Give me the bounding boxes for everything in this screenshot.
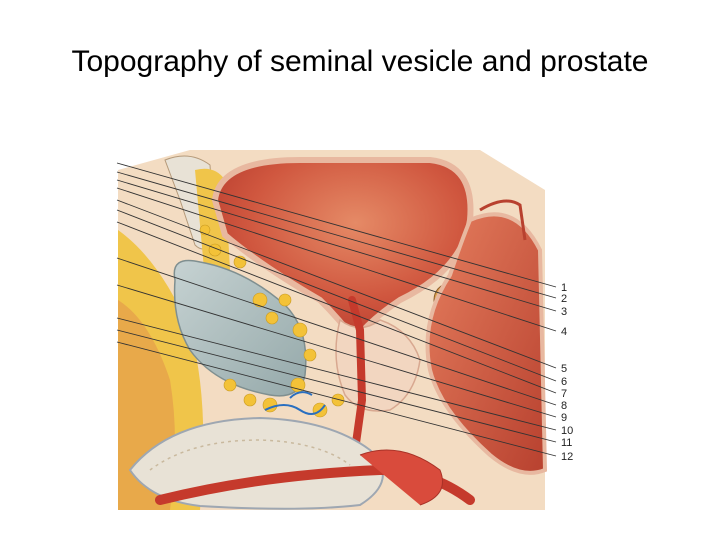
number-labels	[561, 282, 573, 463]
label-number-11: 11	[561, 437, 573, 449]
label-number-6: 6	[561, 376, 568, 388]
page-title: Topography of seminal vesicle and prostate	[71, 45, 649, 78]
label-number-3: 3	[561, 306, 568, 318]
label-number-12: 12	[561, 451, 574, 463]
label-number-10: 10	[561, 425, 574, 437]
label-number-5: 5	[561, 363, 568, 375]
label-number-8: 8	[561, 400, 568, 412]
label-number-1: 1	[561, 282, 568, 294]
label-number-4: 4	[561, 326, 568, 338]
label-number-9: 9	[561, 412, 568, 424]
label-number-7: 7	[561, 388, 568, 400]
label-number-2: 2	[561, 293, 568, 305]
